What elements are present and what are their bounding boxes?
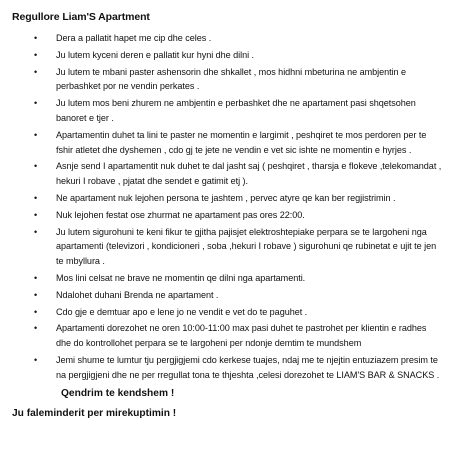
rule-item — [0, 65, 450, 95]
rule-text: Mos lini celsat ne brave ne momentin qe dilni nga apartamenti. — [56, 272, 306, 283]
rule-text: Ndalohet duhani Brenda ne apartament . — [56, 289, 219, 300]
bullet-icon: • — [34, 129, 38, 140]
bullet-icon: • — [34, 192, 38, 203]
bullet-icon: • — [34, 226, 38, 237]
rules-list — [0, 31, 450, 385]
rule-item — [0, 208, 450, 223]
bullet-icon: • — [34, 272, 38, 283]
bullet-icon: • — [34, 66, 38, 77]
bullet-icon: • — [34, 354, 38, 365]
rule-item — [0, 96, 450, 126]
rule-text: Ne apartament nuk lejohen persona te jashtem , pervec atyre qe kan ber regjistrimin . — [56, 192, 396, 203]
rule-item — [0, 225, 450, 269]
rule-item — [0, 288, 450, 303]
rule-text: Ju lutem sigurohuni te keni fikur te gjitha pajisjet elektroshtepiake perpara se te largoheni nga apartamenti (televizori , kondicioneri , soba ,hekuri I robave ) sigurohuni qe rubinetat e ujit te jen te mbyllura . — [56, 226, 437, 267]
rule-text: Apartamentin duhet ta lini te paster ne momentin e largimit , peshqiret te mos perdoren per te fshir atletet dhe dyshemen , cdo gj te jete ne vendin e vet sic ishte ne momentin e hyrjes . — [56, 129, 427, 155]
rule-item — [0, 305, 450, 320]
bullet-icon: • — [34, 209, 38, 220]
rule-text: Apartamenti dorezohet ne oren 10:00-11:00 max pasi duhet te pastrohet per klientin e radhes dhe do kontrollohet perpara se te largoheni per ndonje demtim te mundshem — [56, 323, 427, 349]
bullet-icon: • — [34, 306, 38, 317]
rule-text: Cdo gje e demtuar apo e lene jo ne vendit e vet do te paguhet . — [56, 306, 308, 317]
rule-text: Ju lutem mos beni zhurem ne ambjentin e perbashket dhe ne apartament pasi shqetsohen banoret e tjer . — [56, 98, 416, 123]
rule-item — [0, 48, 450, 63]
rule-text: Ju lutem te mbani paster ashensorin dhe shkallet , mos hidhni mbeturina ne ambjentin e perbashket por ne vendin perkates . — [56, 66, 407, 92]
closing-line: Qendrim te kendshem ! — [61, 388, 175, 399]
bullet-icon: • — [34, 49, 38, 60]
bullet-icon: • — [34, 289, 38, 300]
rule-item — [0, 271, 450, 286]
bullet-icon: • — [34, 323, 38, 334]
rule-text: Jemi shume te lumtur tju pergjigjemi cdo kerkese tuajes, ndaj me te njejtin entuziazem presim te na pergjigjeni dhe ne per rregullat tona te thjeshta ,celesi dorezohet te LIAM'S BAR & SNACKS . — [56, 354, 440, 380]
rule-text: Asnje send I apartamentit nuk duhet te dal jasht saj ( peshqiret , tharsja e flokeve ,telekomandat , hekuri I robave , pjatat dhe sendet e gatimit etj ). — [56, 161, 442, 187]
rule-item — [0, 128, 450, 158]
rule-text: Ju lutem kyceni deren e pallatit kur hyni dhe dilni . — [56, 49, 255, 60]
rule-text: Dera a pallatit hapet me cip dhe celes . — [56, 33, 212, 43]
rule-item — [0, 353, 450, 383]
bullet-icon: • — [34, 161, 38, 172]
bullet-icon: • — [34, 33, 38, 43]
rule-item — [0, 191, 450, 206]
thanks-line: Ju faleminderit per mirekuptimin ! — [12, 408, 177, 419]
rule-item — [0, 321, 450, 351]
rule-text: Nuk lejohen festat ose zhurmat ne apartament pas ores 22:00. — [56, 209, 305, 220]
document-title: Regullore Liam'S Apartment — [12, 11, 150, 23]
rule-item — [0, 31, 450, 46]
rule-item — [0, 159, 450, 189]
bullet-icon: • — [34, 98, 38, 109]
